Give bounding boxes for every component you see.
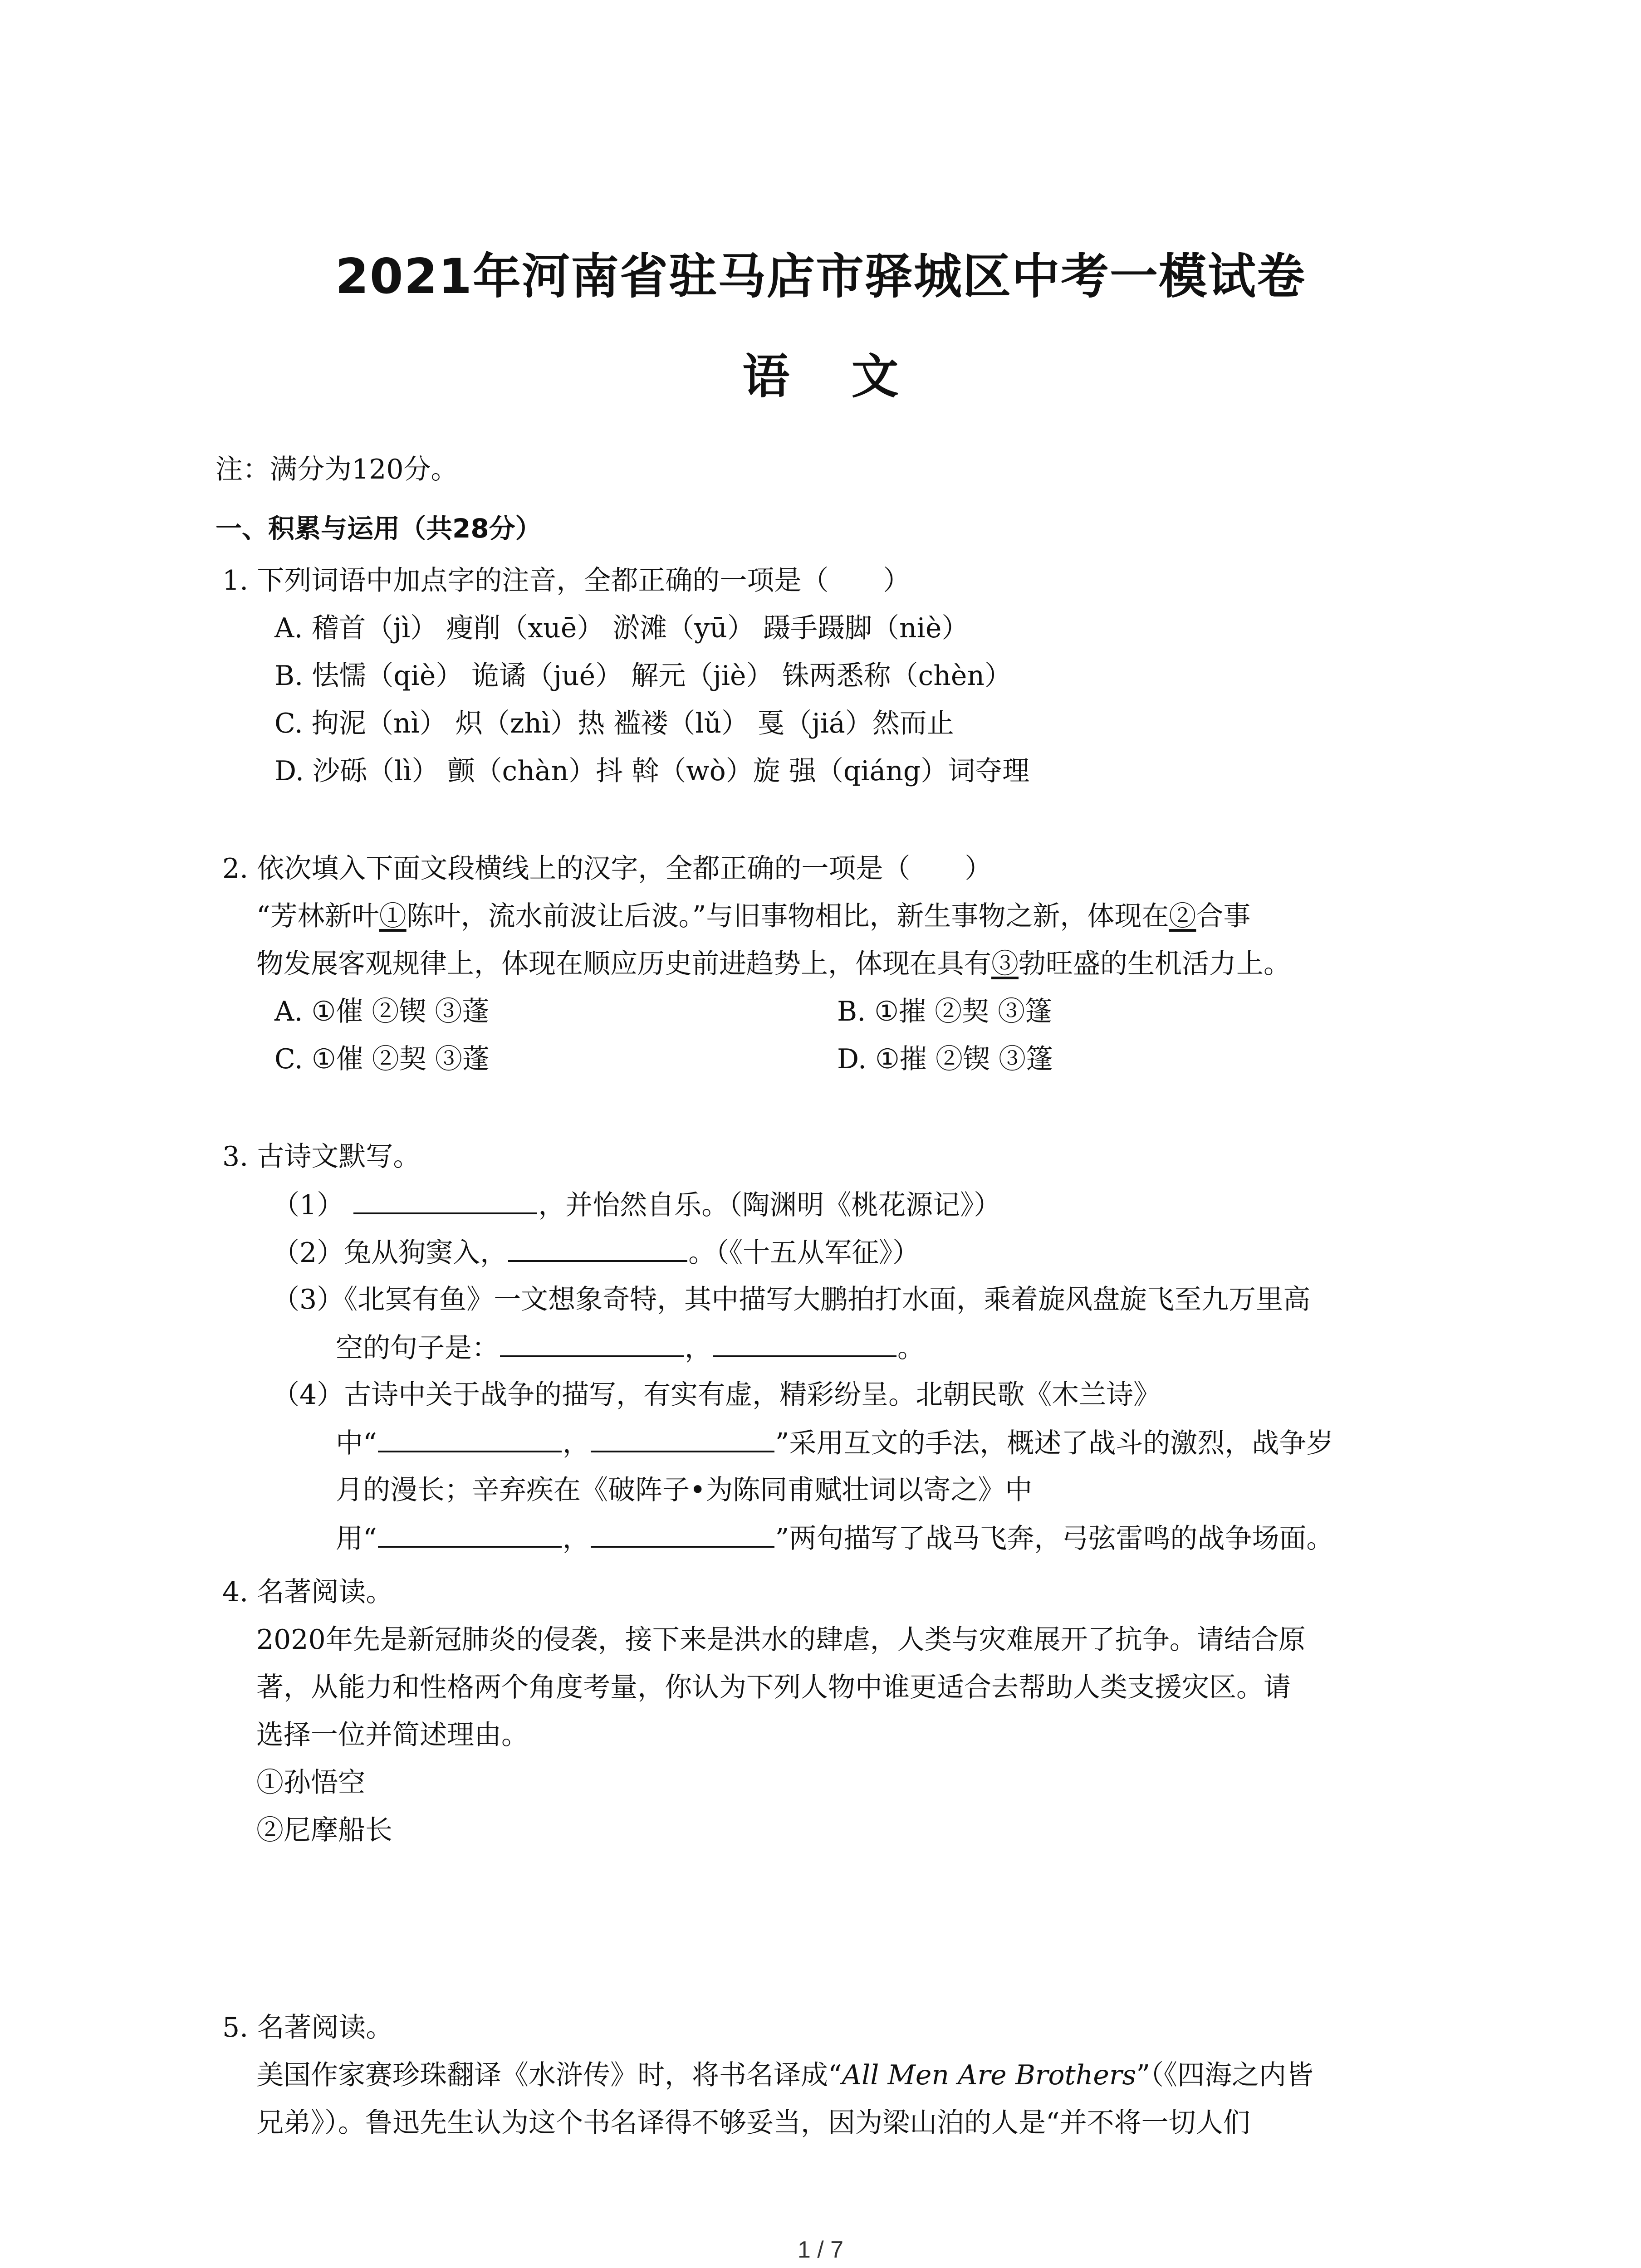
q3-item-4	[272, 1377, 1161, 1413]
q3-text: ，	[685, 1332, 712, 1364]
q4-line-3: 选择一位并简述理由。	[256, 1719, 529, 1751]
q2-text: 陈叶，流水前波让后波。”与旧事物相比，新生事物之新，体现在	[406, 900, 1169, 932]
answer-blank[interactable]	[713, 1329, 896, 1357]
q2-blank-3: ③	[991, 948, 1019, 980]
q4-option-1: ①孙悟空	[256, 1767, 365, 1799]
q3-text: ”采用互文的手法，概述了战斗的激烈，战争岁	[775, 1427, 1334, 1459]
q5-line-1	[256, 2057, 1313, 2093]
q3-item-4-line3: 月的漫长；辛弃疾在《破阵子•为陈同甫赋壮词以寄之》中	[336, 1474, 1033, 1506]
q3-text: 中“	[336, 1427, 377, 1459]
answer-blank[interactable]	[353, 1186, 537, 1214]
q3-item-4-line4	[336, 1520, 1333, 1557]
q3-item-3-cont	[336, 1329, 925, 1366]
q3-text: 用“	[336, 1523, 377, 1554]
q3-text: 。	[897, 1332, 925, 1364]
q3-text: ”两句描写了战马飞奔，弓弦雷鸣的战争场面。	[775, 1523, 1334, 1554]
answer-blank[interactable]	[591, 1520, 774, 1548]
q4-option-2: ②尼摩船长	[256, 1814, 392, 1846]
q2-text: 勃旺盛的生机活力上。	[1019, 948, 1291, 980]
q1-stem: 1. 下列词语中加点字的注音，全都正确的一项是（ ）	[222, 565, 911, 596]
q1-option-d: D. 沙砾（lì） 颤（chàn）抖 斡（wò）旋 强（qiáng）词夺理	[274, 755, 1030, 787]
answer-blank[interactable]	[500, 1329, 684, 1357]
q3-item-number: （1）	[272, 1189, 344, 1221]
q4-stem: 4. 名著阅读。	[222, 1576, 393, 1608]
q2-text: 物发展客观规律上，体现在顺应历史前进趋势上，体现在具有	[256, 948, 991, 980]
page-number: 1 / 7	[797, 2237, 844, 2263]
q5-line-2: 兄弟》）。鲁迅先生认为这个书名译得不够妥当，因为梁山泊的人是“并不将一切人们	[256, 2107, 1250, 2139]
q1-option-c: C. 拘泥（nì） 炽（zhì）热 褴褛（lǔ） 戛（jiá）然而止	[274, 708, 954, 739]
q2-option-b: B. ①摧 ②契 ③篷	[837, 996, 1053, 1027]
q2-blank-1: ①	[379, 900, 407, 932]
q2-option-d: D. ①摧 ②锲 ③篷	[837, 1043, 1053, 1075]
answer-blank[interactable]	[591, 1424, 774, 1452]
q2-option-c: C. ①催 ②契 ③蓬	[274, 1043, 490, 1075]
answer-blank[interactable]	[508, 1234, 687, 1262]
q3-stem: 3. 古诗文默写。	[222, 1141, 421, 1173]
q3-item-3	[272, 1281, 1310, 1318]
q3-text: ，并怡然自乐。（陶渊明《桃花源记》）	[538, 1189, 1001, 1221]
score-note: 注：满分为120分。	[216, 454, 458, 485]
q3-item-number: （4）	[272, 1379, 344, 1411]
q2-passage-line2	[256, 946, 1291, 982]
q5-english-title: All Men Are Brothers	[842, 2059, 1136, 2091]
q3-text: 兔从狗窦入，	[344, 1237, 508, 1269]
exam-title: 2021年河南省驻马店市驿城区中考一模试卷	[335, 249, 1306, 304]
q1-option-b: B. 怯懦（qiè） 诡谲（jué） 解元（jiè） 铢两悉称（chèn）	[274, 660, 1012, 692]
answer-blank[interactable]	[378, 1424, 562, 1452]
q2-text: 合事	[1196, 900, 1251, 932]
q3-text: ，	[562, 1427, 590, 1459]
q3-text: 古诗中关于战争的描写，有实有虚，精彩纷呈。北朝民歌《木兰诗》	[344, 1379, 1161, 1411]
q5-text: 美国作家赛珍珠翻译《水浒传》时，将书名译成“	[256, 2059, 842, 2091]
q3-item-4-line2	[336, 1424, 1333, 1461]
q3-item-number: （2）	[272, 1237, 344, 1269]
section-heading: 一、积累与运用（共28分）	[216, 513, 542, 544]
q2-text: “芳林新叶	[256, 900, 379, 932]
q5-stem: 5. 名著阅读。	[222, 2012, 393, 2043]
q3-text: 《北冥有鱼》一文想象奇特，其中描写大鹏拍打水面，乘着旋风盘旋飞至九万里高	[344, 1284, 1311, 1315]
q3-item-number: （3）	[272, 1284, 344, 1315]
q2-option-a: A. ①催 ②锲 ③蓬	[274, 996, 490, 1027]
answer-blank[interactable]	[378, 1520, 562, 1548]
q5-text: ”（《四海之内皆	[1136, 2059, 1314, 2091]
q3-text: ，	[562, 1523, 590, 1554]
q1-option-a: A. 稽首（jì） 瘦削（xuē） 淤滩（yū） 蹑手蹑脚（niè）	[274, 612, 969, 644]
q4-line-2: 著，从能力和性格两个角度考量，你认为下列人物中谁更适合去帮助人类支援灾区。请	[256, 1672, 1291, 1703]
q4-line-1: 2020年先是新冠肺炎的侵袭，接下来是洪水的肆虐，人类与灾难展开了抗争。请结合原	[256, 1624, 1306, 1656]
q2-passage-line1	[256, 898, 1250, 934]
q2-stem: 2. 依次填入下面文段横线上的汉字，全都正确的一项是（ ）	[222, 853, 992, 885]
exam-subject: 语 文	[742, 349, 899, 404]
q2-blank-2: ②	[1169, 900, 1196, 932]
q3-item-1	[272, 1186, 1001, 1223]
q3-text: 。（《十五从军征》）	[688, 1237, 920, 1269]
q3-text: 空的句子是：	[336, 1332, 499, 1364]
q3-item-2	[272, 1234, 920, 1271]
